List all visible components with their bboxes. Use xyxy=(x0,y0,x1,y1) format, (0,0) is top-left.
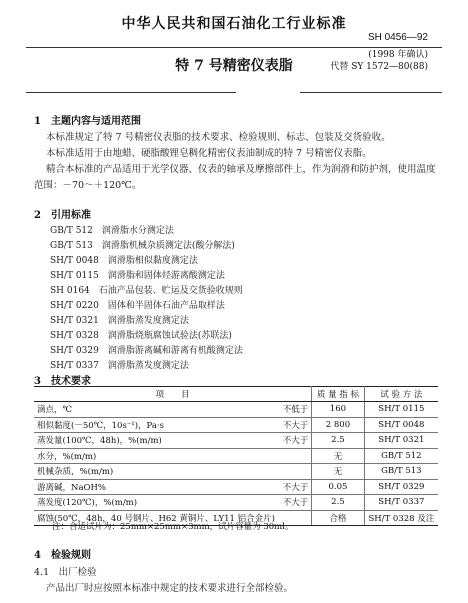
row-method: SH/T 0337 xyxy=(364,495,438,511)
row-condition: 不大于 xyxy=(278,495,312,511)
document-header: 中华人民共和国石油化工行业标准 xyxy=(121,16,347,32)
table-row xyxy=(34,402,438,418)
table-row xyxy=(34,479,438,495)
reference-item: SH/T 0048 润滑脂相似黏度测定法 xyxy=(50,256,198,266)
section-4-heading: 4 检验规则 xyxy=(34,550,91,561)
reference-item: SH/T 0328 润滑脂烧瓶腐蚀试验法(苏联法) xyxy=(50,331,232,341)
reference-item: SH/T 0115 润滑脂和固体烃游离酸测定法 xyxy=(50,271,225,281)
row-condition: 不大于 xyxy=(278,479,312,495)
row-value: 160 xyxy=(312,402,364,418)
approval-line-2: 代替 SY 1572—80(88) xyxy=(330,62,428,72)
reference-item: SH/T 0337 润滑脂蒸发度测定法 xyxy=(50,361,189,371)
reference-item: SH 0164 石油产品包装、贮运及交货验收规则 xyxy=(50,286,243,296)
table-row xyxy=(34,495,438,511)
row-item: 游离碱，NaOH% xyxy=(34,479,278,495)
row-value: 2.5 xyxy=(312,433,364,449)
standard-number: SH 0456—92 xyxy=(367,32,428,43)
reference-item: GB/T 513 润滑脂机械杂质测定法(酸分解法) xyxy=(50,241,235,251)
section-4-1-text: 产品出厂时应按照本标准中规定的技术要求进行全部检验。 xyxy=(46,583,294,594)
reference-item: SH/T 0321 润滑脂蒸发度测定法 xyxy=(50,316,189,326)
section-1-para-1: 本标准规定了特 7 号精密仪表脂的技术要求、检验规则、标志、包装及交货验收。 xyxy=(46,132,391,143)
section-3-heading: 3 技术要求 xyxy=(34,376,91,387)
title-rule-right xyxy=(300,92,442,93)
row-method: GB/T 513 xyxy=(364,464,438,480)
row-value: 2 800 xyxy=(312,417,364,433)
section-1-para-2: 本标准适用于由地蜡、硬脂酸锂皂稠化精密仪表油制成的特 7 号精密仪表脂。 xyxy=(46,148,372,159)
table-row xyxy=(34,448,438,464)
table-row xyxy=(34,433,438,449)
section-1-heading: 1 主题内容与适用范围 xyxy=(34,116,141,127)
row-item: 腐蚀(50℃，48h，40 号钢片、H62 黄铜片、LY11 铝合金片) xyxy=(34,510,278,526)
header-rule xyxy=(26,47,442,48)
row-item: 相似黏度(－50℃，10s⁻¹)，Pa·s xyxy=(34,417,278,433)
section-4-1-heading: 4.1 出厂检验 xyxy=(34,567,97,578)
row-condition xyxy=(278,464,312,480)
table-note: 注：合适试片为：25mm×25mm×3mm，试片容量为 30ml。 xyxy=(52,522,294,532)
row-condition xyxy=(278,448,312,464)
row-item: 机械杂质，%(m/m) xyxy=(34,464,278,480)
section-1-para-4: 范围：－70～＋120℃。 xyxy=(34,180,142,191)
reference-item: SH/T 0220 固体和半固体石油产品取样法 xyxy=(50,301,225,311)
row-item: 水分，%(m/m) xyxy=(34,448,278,464)
header-item: 项 目 xyxy=(34,387,312,402)
row-method: SH/T 0329 xyxy=(364,479,438,495)
row-method: SH/T 0321 xyxy=(364,433,438,449)
row-method: GB/T 512 xyxy=(364,448,438,464)
approval-line-1: (1998 年确认) xyxy=(368,50,428,60)
table-row xyxy=(34,464,438,480)
row-value: 合格 xyxy=(312,510,364,526)
row-value: 0.05 xyxy=(312,479,364,495)
row-condition: 不大于 xyxy=(278,433,312,449)
title-rule-left xyxy=(26,92,236,93)
row-item: 滴点，℃ xyxy=(34,402,278,418)
reference-item: GB/T 512 润滑脂水分测定法 xyxy=(50,226,174,236)
row-item: 蒸发度(120℃)，%(m/m) xyxy=(34,495,278,511)
row-condition: 不低于 xyxy=(278,402,312,418)
header-value: 质 量 指 标 xyxy=(312,387,364,402)
row-condition: 不大于 xyxy=(278,417,312,433)
row-method: SH/T 0115 xyxy=(364,402,438,418)
table-row xyxy=(34,417,438,433)
section-1-para-3: 精合本标准的产品适用于光学仪器、仪表的轴承及摩擦部件上，作为润滑和防护剂，使用温度 xyxy=(46,164,436,175)
row-method: SH/T 0328 及注 xyxy=(364,510,438,526)
row-value: 无 xyxy=(312,448,364,464)
row-item: 蒸发量(100℃，48h)，%(m/m) xyxy=(34,433,278,449)
row-method: SH/T 0048 xyxy=(364,417,438,433)
header-method: 试 验 方 法 xyxy=(364,387,438,402)
document-title: 特 7 号精密仪表脂 xyxy=(175,58,293,74)
row-value: 无 xyxy=(312,464,364,480)
requirements-table xyxy=(34,386,438,526)
reference-item: SH/T 0329 润滑脂游离碱和游离有机酸测定法 xyxy=(50,346,243,356)
row-value: 2.5 xyxy=(312,495,364,511)
approval-info xyxy=(330,49,428,73)
section-2-heading: 2 引用标准 xyxy=(34,210,91,221)
table-header-row xyxy=(34,387,438,402)
